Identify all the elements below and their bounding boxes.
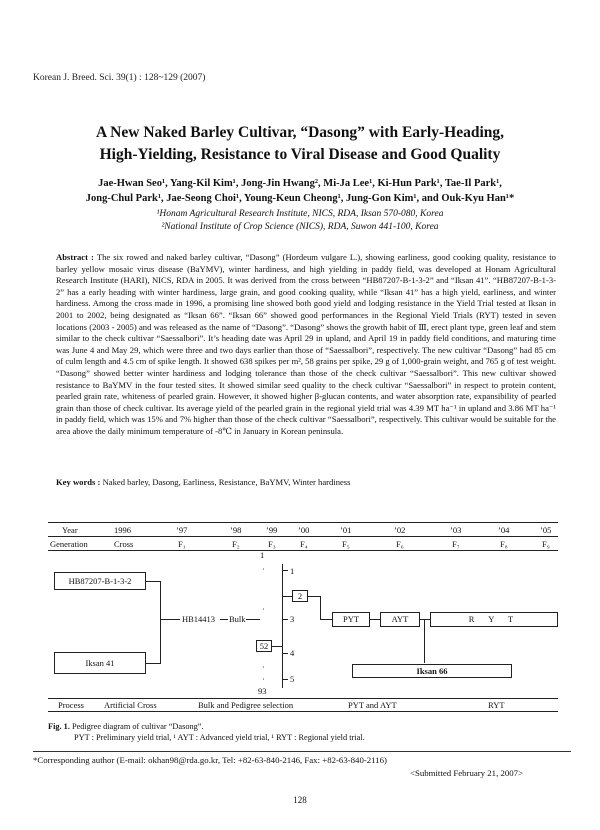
connector xyxy=(160,581,161,664)
journal-citation: Korean J. Breed. Sci. 39(1) : 128~129 (2007) xyxy=(33,73,206,83)
gen-f5: F₅ xyxy=(342,539,350,549)
connector xyxy=(282,619,288,620)
f4-line-5: 5 xyxy=(290,674,295,684)
ayt-box: AYT xyxy=(380,612,420,627)
affiliation-2: ²National Institute of Crop Science (NICS), RDA, Suwon 441-100, Korea xyxy=(161,222,439,232)
iksan66-bar: Iksan 66 xyxy=(352,664,512,678)
connector xyxy=(282,596,292,597)
selected-line-2: 2 xyxy=(292,590,308,602)
footnote-rule xyxy=(33,751,571,752)
connector xyxy=(146,663,160,664)
title-line-2: High-Yielding, Resistance to Viral Disease and Good Quality xyxy=(99,146,501,163)
connector xyxy=(370,619,380,620)
gen-f9: F₉ xyxy=(542,539,550,549)
caption-label: Fig. 1. xyxy=(48,722,70,731)
ellipsis-dot: · xyxy=(262,674,265,684)
parent-2-box: Iksan 41 xyxy=(54,652,146,674)
gen-f1: F₁ xyxy=(178,539,186,549)
connector xyxy=(420,619,430,620)
year-01: ’01 xyxy=(340,525,352,535)
year-02: ’02 xyxy=(394,525,406,535)
figure-top-rule xyxy=(48,522,558,523)
ellipsis-dot: · xyxy=(262,604,265,614)
f4-line-4: 4 xyxy=(290,648,295,658)
process-pyt-ayt: PYT and AYT xyxy=(348,700,397,710)
connector xyxy=(146,581,160,582)
year-98: ’98 xyxy=(230,525,242,535)
line-number-top: 1 xyxy=(260,550,265,560)
connector xyxy=(282,679,288,680)
abstract-label: Abstract : xyxy=(56,252,94,262)
connector xyxy=(320,596,321,620)
abstract xyxy=(56,252,556,438)
affiliation-1: ¹Honam Agricultural Research Institute, NICS, RDA, Iksan 570-080, Korea xyxy=(156,209,444,219)
connector xyxy=(282,653,288,654)
connector xyxy=(246,619,260,620)
connector xyxy=(424,619,425,663)
gen-f7: F₇ xyxy=(452,539,460,549)
authors-line-2: Jong-Chul Park¹, Jae-Seong Choi¹, Young-Keun Cheong¹, Jung-Gon Kim¹, and Ouk-Kyu Han¹* xyxy=(85,193,515,204)
year-04: ’04 xyxy=(498,525,510,535)
paper-title xyxy=(0,122,600,166)
gen-f8: F₈ xyxy=(500,539,508,549)
ryt-box: R Y T xyxy=(430,612,558,627)
caption-text: Pedigree diagram of cultivar “Dasong”. xyxy=(71,722,204,731)
year-00: ’00 xyxy=(298,525,310,535)
gen-f3: F₃ xyxy=(268,539,276,549)
year-03: ’03 xyxy=(450,525,462,535)
process-cross: Artificial Cross xyxy=(104,700,157,710)
submission-date: <Submitted February 21, 2007> xyxy=(410,768,524,778)
year-99: ’99 xyxy=(266,525,278,535)
pedigree-figure xyxy=(48,512,558,712)
year-1996: 1996 xyxy=(114,525,131,535)
connector xyxy=(308,596,320,597)
gen-f2: F₂ xyxy=(232,539,240,549)
bulk-label: Bulk xyxy=(229,614,246,624)
year-label: Year xyxy=(62,525,78,535)
f4-line-3: 3 xyxy=(290,614,295,624)
gen-f4: F₄ xyxy=(300,539,308,549)
connector xyxy=(282,570,288,571)
figure-caption xyxy=(48,722,365,743)
f1-hb14413: HB14413 xyxy=(182,614,216,624)
f4-line-1: 1 xyxy=(290,566,295,576)
selected-line-52: 52 xyxy=(256,640,272,652)
connector xyxy=(320,619,332,620)
generation-row-rule xyxy=(48,550,558,551)
line-number-93: 93 xyxy=(258,686,267,696)
connector xyxy=(272,646,282,647)
gen-f6: F₆ xyxy=(396,539,404,549)
caption-note: PYT : Preliminary yield trial, ¹ AYT : Advanced yield trial, ¹ RYT : Regional yield trial. xyxy=(74,732,365,742)
connector xyxy=(220,619,228,620)
page-number: 128 xyxy=(293,795,307,805)
parent-1-box: HB87207-B-1-3-2 xyxy=(54,572,146,590)
process-ryt: RYT xyxy=(488,700,505,710)
affiliations xyxy=(0,208,600,234)
keywords-text: Naked barley, Dasong, Earliness, Resistance, BaYMV, Winter hardiness xyxy=(102,477,351,487)
authors-line-1: Jae-Hwan Seo¹, Yang-Kil Kim¹, Jong-Jin Hwang², Mi-Ja Lee¹, Ki-Hun Park¹, Tae-Il Park¹, xyxy=(98,178,502,189)
generation-label: Generation xyxy=(50,539,88,549)
ellipsis-dot: · xyxy=(262,564,265,574)
corresponding-author: *Corresponding author (E-mail: okhan98@rda.go.kr, Tel: +82-63-840-2146, Fax: +82-63-840-2116) xyxy=(33,755,387,765)
year-05: ’05 xyxy=(540,525,552,535)
year-97: ’97 xyxy=(176,525,188,535)
abstract-text: The six rowed and naked barley cultivar, “Dasong” (Hordeum vulgare L.), showing earliness, good cooking quality, resistance to barley yellow mosaic virus disease (BaYMV), winter hardiness, and high yielding in paddy field, was developed at Honam Agricultural Research Institute (HARI), NICS, RDA in 2005. It was derived from the cross between “HB87207-B-1-3-2” and “Iksan 41”. “HB87207-B-1-3-2” has a early heading with winter hardiness, large grain, and good cooking quality, while “Iksan 41” has a high yield, earliness, and winter hardiness. Among the cross made in 1996, a promising line showed both good yield and lodging resistance in the Yield Trial tested at Iksan in 2001 to 2002, being designated as “Iksan 66”. “Iksan 66” showed good performances in the Regional Yield Trials (RYT) tested in seven locations (2003 - 2005) and was released as the name of “Dasong”. “Dasong” shows the growth habit of Ⅲ, erect plant type, green leaf and stem similar to the check cultivar “Saessalbori”. It’s heading date was April 29 in upland, and April 19 in paddy field conditions, and maturing time was June 4 and May 29, which were three and two days earlier than those of “Saessalbori”, respectively. The new cultivar “Dasong” had 85 cm of culm length and 4.5 cm of spike length. It showed 638 spikes per m², 58 grains per spike, 29 g of 1,000-grain weight, and 765 g of test weight. “Dasong” showed better winter hardiness and lodging tolerance than those of the check cultivar “Saessalbori”. This new cultivar showed resistance to BaYMV in the four tested sites. It showed similar seed quality to the check cultivar “Saessalbori” in respect to protein content, pearled grain rate, whiteness of pearled grain. However, it showed higher β-glucan contents, and water absorption rate, expansibility of pearled grain than those of check cultivar. Its average yield of the pearled grain in the regional yield trial was 4.39 MT ha⁻¹ in upland and 3.86 MT ha⁻¹ in paddy field, which was 15% and 7% higher than those of the check cultivar “Saessalbori”, respectively. This cultivar would be suitable for the area above the daily minimum temperature of -8℃ in January in Korean peninsula. xyxy=(56,252,556,436)
process-label: Process xyxy=(58,700,84,710)
gen-cross: Cross xyxy=(114,539,134,549)
year-row-rule xyxy=(48,536,558,537)
process-bulk: Bulk and Pedigree selection xyxy=(198,700,294,710)
pyt-box: PYT xyxy=(332,612,370,627)
connector xyxy=(282,564,283,688)
process-row-bottom-rule xyxy=(48,711,558,712)
author-list xyxy=(0,176,600,206)
ellipsis-dot: · xyxy=(262,662,265,672)
process-row-top-rule xyxy=(48,698,558,699)
keywords-label: Key words : xyxy=(56,477,101,487)
connector xyxy=(160,619,180,620)
keywords xyxy=(56,477,556,487)
title-line-1: A New Naked Barley Cultivar, “Dasong” with Early-Heading, xyxy=(95,124,505,141)
